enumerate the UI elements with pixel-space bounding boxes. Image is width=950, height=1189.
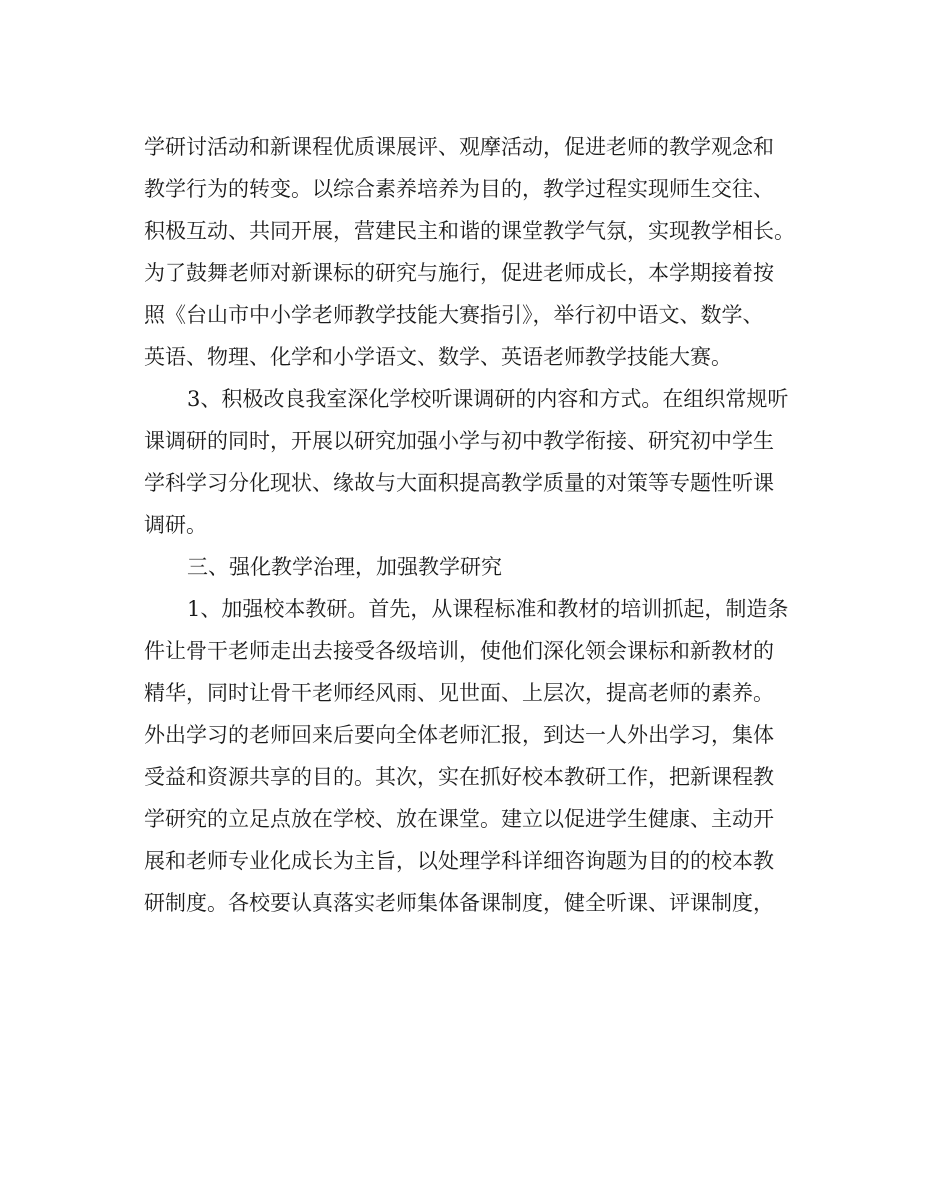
text-line: 研制度。各校要认真落实老师集体备课制度，健全听课、评课制度， [144,891,774,915]
text-line: 学研究的立足点放在学校、放在课堂。建立以促进学生健康、主动开 [144,807,774,831]
text-line: 课调研的同时，开展以研究加强小学与初中教学衔接、研究初中学生 [144,429,774,453]
text-line: 教学行为的转变。以综合素养培养为目的，教学过程实现师生交往、 [144,177,774,201]
text-line: 英语、物理、化学和小学语文、数学、英语老师教学技能大赛。 [144,345,732,369]
text-line: 学科学习分化现状、缘故与大面积提高教学质量的对策等专题性听课 [144,471,774,495]
text-line: 精华，同时让骨干老师经风雨、见世面、上层次，提高老师的素养。 [144,681,774,705]
text-line: 学研讨活动和新课程优质课展评、观摩活动，促进老师的教学观念和 [144,135,774,159]
text-line: 件让骨干老师走出去接受各级培训，使他们深化领会课标和新教材的 [144,639,774,663]
text-line: 积极互动、共同开展，营建民主和谐的课堂教学气氛，实现教学相长。 [144,219,795,243]
text-line: 3、积极改良我室深化学校听课调研的内容和方式。在组织常规听 [187,387,789,411]
text-line: 为了鼓舞老师对新课标的研究与施行，促进老师成长，本学期接着按 [144,261,774,285]
text-line: 展和老师专业化成长为主旨，以处理学科详细咨询题为目的的校本教 [144,849,774,873]
text-line: 外出学习的老师回来后要向全体老师汇报，到达一人外出学习，集体 [144,723,774,747]
text-line: 1、加强校本教研。首先，从课程标准和教材的培训抓起，制造条 [187,597,789,621]
section-heading: 三、强化教学治理，加强教学研究 [187,555,502,579]
text-line: 调研。 [144,513,207,537]
text-line: 受益和资源共享的目的。其次，实在抓好校本教研工作，把新课程教 [144,765,774,789]
text-line: 照《台山市中小学老师教学技能大赛指引》，举行初中语文、数学、 [144,303,764,327]
document-body [144,126,812,924]
